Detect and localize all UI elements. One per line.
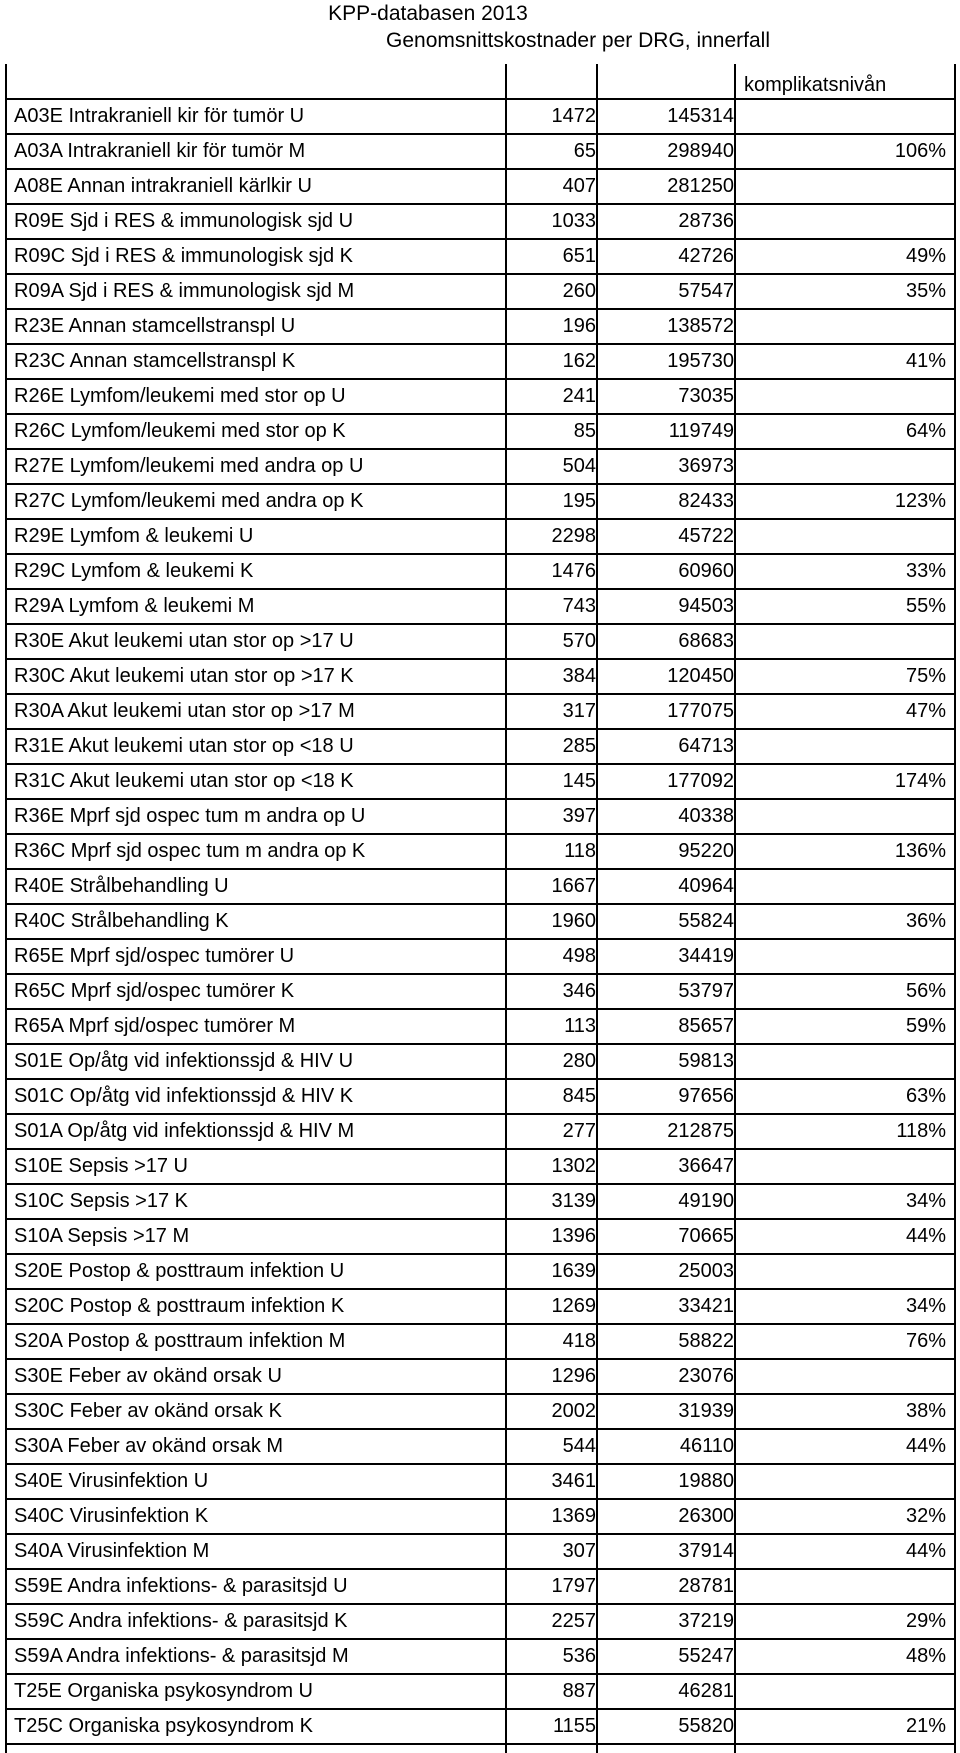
drg-name-cell: S20E Postop & posttraum infektion U xyxy=(14,1260,345,1282)
complication-level-cell: 75% xyxy=(905,665,946,687)
count-cell: 307 xyxy=(562,1540,596,1562)
drg-name-cell: R29E Lymfom & leukemi U xyxy=(14,525,254,547)
drg-name-cell: S10A Sepsis >17 M xyxy=(14,1225,190,1247)
count-cell: 277 xyxy=(562,1120,596,1142)
count-cell: 118 xyxy=(564,840,596,862)
complication-level-cell: 21% xyxy=(905,1715,946,1737)
mean-cost-cell: 177075 xyxy=(667,700,734,722)
count-cell: 285 xyxy=(562,735,596,757)
count-cell: 887 xyxy=(562,1680,596,1702)
drg-name-cell: S10E Sepsis >17 U xyxy=(14,1155,188,1177)
complication-level-cell: 56% xyxy=(905,980,946,1002)
mean-cost-cell: 55820 xyxy=(678,1715,734,1737)
drg-name-cell: R30A Akut leukemi utan stor op >17 M xyxy=(14,700,355,722)
mean-cost-cell: 298940 xyxy=(667,140,734,162)
drg-name-cell: S30C Feber av okänd orsak K xyxy=(14,1400,282,1422)
count-cell: 1033 xyxy=(551,210,596,232)
complication-level-cell: 32% xyxy=(905,1505,946,1527)
cost-table xyxy=(5,64,956,1753)
mean-cost-cell: 85657 xyxy=(678,1015,734,1037)
count-cell: 113 xyxy=(564,1015,596,1037)
count-cell: 85 xyxy=(573,420,596,442)
count-cell: 384 xyxy=(562,665,596,687)
complication-level-cell: 44% xyxy=(905,1540,946,1562)
complication-level-cell: 55% xyxy=(905,595,946,617)
drg-name-cell: S01C Op/åtg vid infektionssjd & HIV K xyxy=(14,1085,354,1107)
count-cell: 651 xyxy=(562,245,596,267)
count-cell: 196 xyxy=(562,315,596,337)
drg-name-cell: S40A Virusinfektion M xyxy=(14,1540,210,1562)
drg-name-cell: S40E Virusinfektion U xyxy=(14,1470,209,1492)
drg-name-cell: R40C Strålbehandling K xyxy=(14,910,229,932)
mean-cost-cell: 119749 xyxy=(668,420,734,442)
count-cell: 498 xyxy=(562,945,596,967)
drg-name-cell: R65E Mprf sjd/ospec tumörer U xyxy=(14,945,295,967)
drg-name-cell: R27E Lymfom/leukemi med andra op U xyxy=(14,455,364,477)
drg-name-cell: S10C Sepsis >17 K xyxy=(14,1190,188,1212)
count-cell: 1797 xyxy=(551,1575,596,1597)
mean-cost-cell: 53797 xyxy=(678,980,734,1002)
drg-name-cell: R09A Sjd i RES & immunologisk sjd M xyxy=(14,280,355,302)
drg-name-cell: S01E Op/åtg vid infektionssjd & HIV U xyxy=(14,1050,354,1072)
count-cell: 570 xyxy=(562,630,596,652)
count-cell: 1476 xyxy=(551,560,596,582)
drg-name-cell: S20C Postop & posttraum infektion K xyxy=(14,1295,345,1317)
mean-cost-cell: 145314 xyxy=(667,105,734,127)
count-cell: 1667 xyxy=(551,875,596,897)
drg-name-cell: S30A Feber av okänd orsak M xyxy=(14,1435,284,1457)
mean-cost-cell: 59813 xyxy=(678,1050,734,1072)
drg-name-cell: R65A Mprf sjd/ospec tumörer M xyxy=(14,1015,296,1037)
mean-cost-cell: 36973 xyxy=(678,455,734,477)
mean-cost-cell: 37914 xyxy=(678,1540,734,1562)
complication-level-cell: 34% xyxy=(905,1190,946,1212)
mean-cost-cell: 94503 xyxy=(678,595,734,617)
count-cell: 3461 xyxy=(551,1470,596,1492)
complication-level-cell: 174% xyxy=(894,770,946,792)
complication-level-cell: 136% xyxy=(894,840,946,862)
mean-cost-cell: 55824 xyxy=(678,910,734,932)
count-cell: 280 xyxy=(562,1050,596,1072)
drg-name-cell: S59A Andra infektions- & parasitsjd M xyxy=(14,1645,349,1667)
count-cell: 504 xyxy=(562,455,596,477)
mean-cost-cell: 82433 xyxy=(678,490,734,512)
drg-name-cell: R26E Lymfom/leukemi med stor op U xyxy=(14,385,346,407)
complication-level-cell: 76% xyxy=(905,1330,946,1352)
count-cell: 241 xyxy=(562,385,596,407)
count-cell: 145 xyxy=(562,770,596,792)
drg-name-cell: R29C Lymfom & leukemi K xyxy=(14,560,254,582)
count-cell: 743 xyxy=(562,595,596,617)
complication-level-cell: 118% xyxy=(896,1120,946,1142)
complication-level-cell: 47% xyxy=(905,700,946,722)
mean-cost-cell: 195730 xyxy=(667,350,734,372)
mean-cost-cell: 212875 xyxy=(667,1120,734,1142)
row-border xyxy=(7,1743,956,1745)
count-cell: 2257 xyxy=(551,1610,596,1632)
mean-cost-cell: 45722 xyxy=(678,525,734,547)
complication-level-cell: 34% xyxy=(905,1295,946,1317)
count-cell: 162 xyxy=(562,350,596,372)
drg-name-cell: S01A Op/åtg vid infektionssjd & HIV M xyxy=(14,1120,355,1142)
drg-name-cell: R23E Annan stamcellstranspl U xyxy=(14,315,296,337)
mean-cost-cell: 34419 xyxy=(678,945,734,967)
count-cell: 260 xyxy=(562,280,596,302)
mean-cost-cell: 26300 xyxy=(678,1505,734,1527)
mean-cost-cell: 28736 xyxy=(678,210,734,232)
mean-cost-cell: 138572 xyxy=(667,315,734,337)
drg-name-cell: T25C Organiska psykosyndrom K xyxy=(14,1715,314,1737)
complication-level-cell: 35% xyxy=(905,280,946,302)
count-cell: 397 xyxy=(562,805,596,827)
count-cell: 407 xyxy=(562,175,596,197)
mean-cost-cell: 40338 xyxy=(678,805,734,827)
drg-name-cell: A03A Intrakraniell kir för tumör M xyxy=(14,140,306,162)
drg-name-cell: R30C Akut leukemi utan stor op >17 K xyxy=(14,665,354,687)
count-cell: 317 xyxy=(562,700,596,722)
count-cell: 536 xyxy=(562,1645,596,1667)
mean-cost-cell: 46281 xyxy=(678,1680,734,1702)
drg-name-cell: S30E Feber av okänd orsak U xyxy=(14,1365,282,1387)
count-cell: 1155 xyxy=(552,1715,596,1737)
drg-name-cell: R36C Mprf sjd ospec tum m andra op K xyxy=(14,840,366,862)
complication-level-cell: 33% xyxy=(905,560,946,582)
count-cell: 1269 xyxy=(551,1295,596,1317)
mean-cost-cell: 73035 xyxy=(678,385,734,407)
mean-cost-cell: 49190 xyxy=(678,1190,734,1212)
mean-cost-cell: 40964 xyxy=(678,875,734,897)
count-cell: 1639 xyxy=(551,1260,596,1282)
mean-cost-cell: 120450 xyxy=(667,665,734,687)
count-cell: 1396 xyxy=(551,1225,596,1247)
mean-cost-cell: 31939 xyxy=(678,1400,734,1422)
drg-name-cell: S59E Andra infektions- & parasitsjd U xyxy=(14,1575,348,1597)
complication-level-cell: 49% xyxy=(905,245,946,267)
mean-cost-cell: 70665 xyxy=(678,1225,734,1247)
mean-cost-cell: 64713 xyxy=(678,735,734,757)
count-cell: 195 xyxy=(562,490,596,512)
drg-name-cell: T25E Organiska psykosyndrom U xyxy=(14,1680,314,1702)
drg-name-cell: R31C Akut leukemi utan stor op <18 K xyxy=(14,770,354,792)
drg-name-cell: R40E Strålbehandling U xyxy=(14,875,229,897)
count-cell: 845 xyxy=(562,1085,596,1107)
mean-cost-cell: 55247 xyxy=(678,1645,734,1667)
complication-level-cell: 36% xyxy=(905,910,946,932)
mean-cost-cell: 42726 xyxy=(678,245,734,267)
document-title: KPP-databasen 2013 xyxy=(328,2,528,25)
count-cell: 1960 xyxy=(551,910,596,932)
mean-cost-cell: 58822 xyxy=(678,1330,734,1352)
count-cell: 2002 xyxy=(551,1400,596,1422)
drg-name-cell: A08E Annan intrakraniell kärlkir U xyxy=(14,175,312,197)
drg-name-cell: R65C Mprf sjd/ospec tumörer K xyxy=(14,980,295,1002)
complication-level-cell: 44% xyxy=(905,1225,946,1247)
complication-level-cell: 38% xyxy=(905,1400,946,1422)
complication-level-cell: 48% xyxy=(905,1645,946,1667)
complication-level-cell: 44% xyxy=(905,1435,946,1457)
mean-cost-cell: 37219 xyxy=(678,1610,734,1632)
count-cell: 1302 xyxy=(551,1155,596,1177)
complication-level-cell: 63% xyxy=(905,1085,946,1107)
complication-level-cell: 123% xyxy=(894,490,946,512)
count-cell: 544 xyxy=(562,1435,596,1457)
drg-name-cell: R27C Lymfom/leukemi med andra op K xyxy=(14,490,364,512)
count-cell: 1296 xyxy=(551,1365,596,1387)
count-cell: 346 xyxy=(562,980,596,1002)
drg-name-cell: R26C Lymfom/leukemi med stor op K xyxy=(14,420,346,442)
drg-name-cell: R30E Akut leukemi utan stor op >17 U xyxy=(14,630,354,652)
drg-name-cell: R31E Akut leukemi utan stor op <18 U xyxy=(14,735,354,757)
count-cell: 65 xyxy=(573,140,596,162)
document-subtitle: Genomsnittskostnader per DRG, innerfall xyxy=(386,29,770,52)
complication-level-cell: 106% xyxy=(894,140,946,162)
complication-level-cell: 59% xyxy=(905,1015,946,1037)
complication-level-cell: 41% xyxy=(905,350,946,372)
mean-cost-cell: 95220 xyxy=(678,840,734,862)
mean-cost-cell: 23076 xyxy=(678,1365,734,1387)
count-cell: 1472 xyxy=(551,105,596,127)
mean-cost-cell: 46110 xyxy=(679,1435,734,1457)
mean-cost-cell: 36647 xyxy=(678,1155,734,1177)
mean-cost-cell: 60960 xyxy=(678,560,734,582)
count-cell: 1369 xyxy=(551,1505,596,1527)
complication-level-cell: 64% xyxy=(905,420,946,442)
mean-cost-cell: 281250 xyxy=(667,175,734,197)
mean-cost-cell: 33421 xyxy=(678,1295,734,1317)
count-cell: 3139 xyxy=(551,1190,596,1212)
count-cell: 418 xyxy=(562,1330,596,1352)
drg-name-cell: A03E Intrakraniell kir för tumör U xyxy=(14,105,305,127)
drg-name-cell: R29A Lymfom & leukemi M xyxy=(14,595,255,617)
drg-name-cell: R09C Sjd i RES & immunologisk sjd K xyxy=(14,245,354,267)
column-header-komplikationsniva: komplikatsnivån xyxy=(744,74,887,96)
mean-cost-cell: 19880 xyxy=(678,1470,734,1492)
drg-name-cell: S40C Virusinfektion K xyxy=(14,1505,209,1527)
mean-cost-cell: 97656 xyxy=(678,1085,734,1107)
drg-name-cell: R23C Annan stamcellstranspl K xyxy=(14,350,296,372)
mean-cost-cell: 28781 xyxy=(678,1575,734,1597)
drg-name-cell: R36E Mprf sjd ospec tum m andra op U xyxy=(14,805,366,827)
mean-cost-cell: 68683 xyxy=(678,630,734,652)
complication-level-cell: 29% xyxy=(905,1610,946,1632)
drg-name-cell: S59C Andra infektions- & parasitsjd K xyxy=(14,1610,348,1632)
count-cell: 2298 xyxy=(551,525,596,547)
drg-name-cell: R09E Sjd i RES & immunologisk sjd U xyxy=(14,210,354,232)
mean-cost-cell: 25003 xyxy=(678,1260,734,1282)
mean-cost-cell: 57547 xyxy=(678,280,734,302)
mean-cost-cell: 177092 xyxy=(667,770,734,792)
drg-name-cell: S20A Postop & posttraum infektion M xyxy=(14,1330,346,1352)
